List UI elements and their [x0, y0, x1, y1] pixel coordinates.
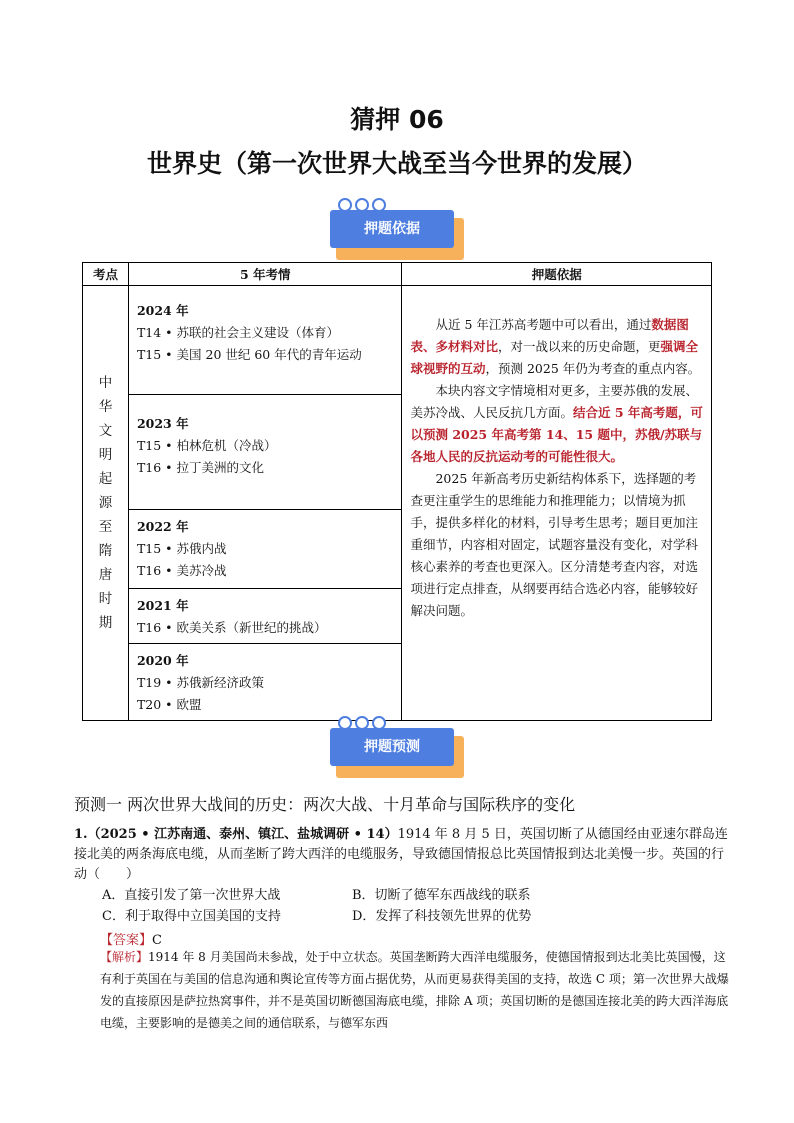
table-header-row [83, 263, 712, 286]
section-title: 预测一 两次世界大战间的历史：两次大战、十月革命与国际秩序的变化 [74, 795, 576, 814]
header-category: 考点 [83, 263, 129, 286]
option-a: A．直接引发了第一次世界大战 [102, 888, 281, 903]
analysis [100, 946, 730, 1034]
category-cell: 中华 文明 起源 至隋 唐时 期 [83, 286, 129, 721]
header-five-year: 5 年考情 [128, 263, 402, 286]
year-cell-2024: 2024 年 T14 • 苏联的社会主义建设（体育） T15 • 美国 20 世纪 60 年代的青年运动 [128, 286, 402, 395]
option-b: B．切断了德军东西战线的联系 [352, 888, 531, 903]
basis-cell: 从近 5 年江苏高考题中可以看出，通过数据图表、多材料对比，对一战以来的历史命题，更强调全球视野的互动，预测 2025 年仍为考查的重点内容。 本块内容文字情境相对更多，主要苏俄的发展、美苏冷战、人民反抗几方面。结合近 5 年高考题，可以预测 2025 年高考第 14、15 题中，苏俄/苏联与各地人民的反抗运动考的可能性很大。 2025 年新高考历史新结构体系下，选择题的考查更注重学生的思维能力和推理能力；以情境为抓手，提供多样化的材料，引导考生思考；题目更加注重细节，内容相对固定，试题容量没有变化，对学科核心素养的考查也更深入。区分清楚考查内容，对选项进行定点排查，从纲要再结合选必内容，能够较好解决问题。 [402, 286, 712, 721]
answer-tag: 【答案】 [100, 933, 153, 948]
answer-value: C [152, 933, 162, 948]
exam-analysis-table [82, 262, 712, 721]
basis-badge [330, 210, 466, 262]
analysis-text: 1914 年 8 月美国尚未参战，处于中立状态。英国垄断跨大西洋电缆服务，使德国情报到达北美比英国慢，这有利于英国在与美国的信息沟通和舆论宣传等方面占据优势，从而更易获得美国的支持，故选 C 项；第一次世界大战爆发的直接原因是萨拉热窝事件，并不是英国切断德国海底电缆，排除 A 项；英国切断的是德国连接北美的跨大西洋海底电缆，主要影响的是德美之间的通信联系，与德军东西 [100, 950, 729, 1030]
year-cell-2023: 2023 年 T15 • 柏林危机（冷战） T16 • 拉丁美洲的文化 [128, 395, 402, 510]
predict-badge-label: 押题预测 [330, 728, 454, 766]
question-number: 1. [74, 827, 88, 842]
year-cell-2021: 2021 年 T16 • 欧美关系（新世纪的挑战） [128, 589, 402, 644]
page-title: 猜押 06 [350, 105, 444, 134]
option-c: C．利于取得中立国美国的支持 [102, 909, 281, 924]
year-cell-2020: 2020 年 T19 • 苏俄新经济政策 T20 • 欧盟 [128, 644, 402, 721]
question-text: 1914 年 8 月 5 日，英国切断了从德国经由亚速尔群岛连接北美的两条海底电缆，从而垄断了跨大西洋的电缆服务，导致德国情报总比英国情报到达北美慢一步。英国的行动（ ） [74, 827, 728, 882]
option-d: D．发挥了科技领先世界的优势 [352, 909, 532, 924]
year-cell-2022: 2022 年 T15 • 苏俄内战 T16 • 美苏冷战 [128, 510, 402, 589]
analysis-tag: 【解析】 [100, 950, 149, 964]
question-source: （2025 • 江苏南通、泰州、镇江、盐城调研 • 14） [87, 827, 398, 842]
page-subtitle: 世界史（第一次世界大战至当今世界的发展） [146, 149, 647, 178]
predict-badge [330, 728, 466, 780]
header-basis: 押题依据 [402, 263, 712, 286]
basis-badge-label: 押题依据 [330, 210, 454, 248]
question-1 [74, 825, 734, 885]
